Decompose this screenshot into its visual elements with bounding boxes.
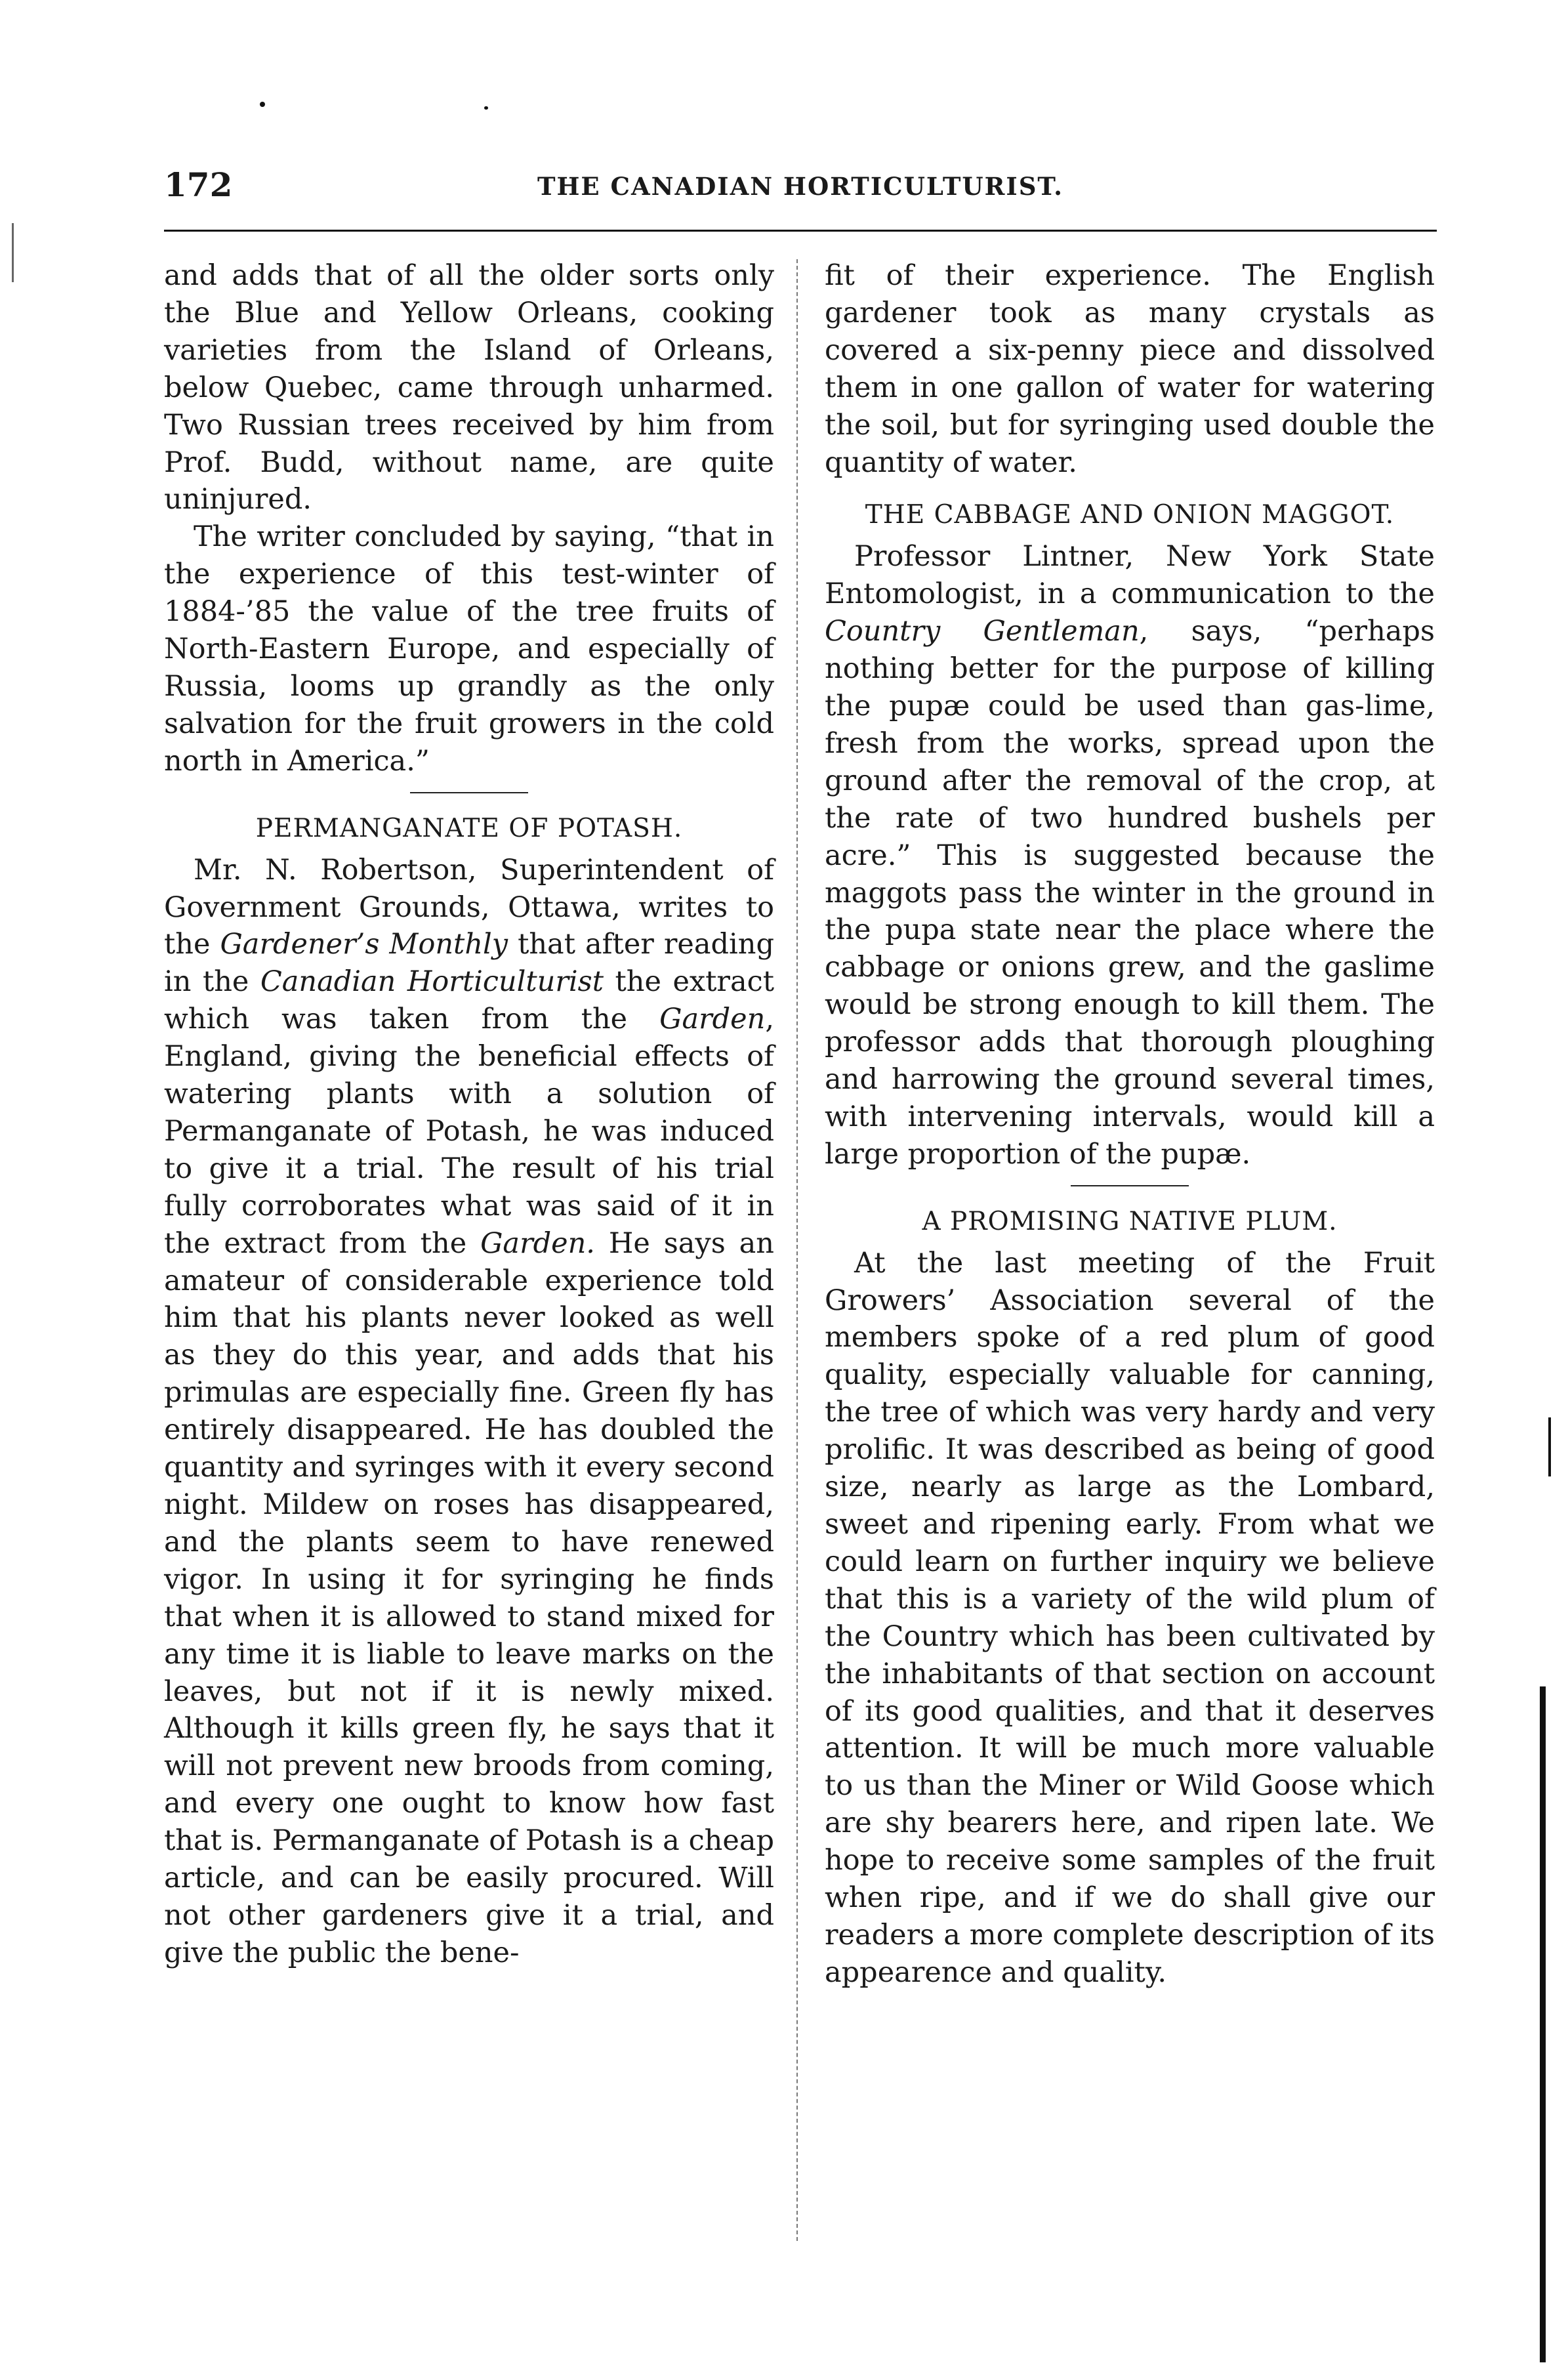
article-heading-cabbage-maggot: THE CABBAGE AND ONION MAGGOT. (865, 500, 1395, 530)
section-separator (1071, 1185, 1189, 1186)
scan-edge-mark (12, 223, 14, 282)
article-text: , says, “perhaps nothing better for the purpose of killing the pupæ could be used than gas-lime, fresh from the works, spread upon the ground after the removal of the crop, at the rate of two hundred bushels per acre.” This is suggested because the maggots pass the winter in the ground in the pupa state near the place where the cabbage or onions grew, and the gaslime would be strong enough to kill them. The professor adds that thorough ploughing and harrowing the ground several times, with intervening intervals, would kill a large proportion of the pupæ. (825, 615, 1435, 1171)
article-text: , England, giving the beneficial effects of watering plants with a solution of Permanganate of Potash, he was induced to give it a trial. The result of his trial fully corroborates what was said of it in the extract from the (164, 1003, 774, 1260)
page-number: 172 (164, 165, 233, 204)
running-title: THE CANADIAN HORTICULTURIST. (537, 172, 1064, 201)
scan-edge-mark (1540, 1686, 1546, 2362)
scan-edge-mark (1548, 1417, 1551, 1476)
article-text: the extract which was taken from the (164, 965, 774, 1036)
column-divider (796, 259, 798, 2241)
article-text: He says an amateur of considerable experience told him that his plants never looked as well as they do this year, and adds that his primulas are especially fine. Green fly has entirely disappeared. He has doubled the quantity and syringes with it every second night. Mildew on roses has disappeared, and the plants seem to have renewed vigor. In using it for syringing he finds that when it is allowed to stand mixed for any time it is liable to leave marks on the leaves, but not if it is newly mixed. Although it kills green fly, he says that it will not prevent new broods from coming, and every one ought to know how fast that is. Permanganate of Potash is a cheap article, and can be easily procured. Will not other gardeners give it a trial, and give the public the bene- (164, 1226, 774, 1969)
article-body-cabbage-maggot (825, 538, 1435, 1173)
publication-title: Gardener’s Monthly (220, 928, 508, 961)
article-text: Professor Lintner, New York State Entomologist, in a communication to the (825, 540, 1435, 611)
left-column (164, 257, 774, 1972)
scan-speck (484, 106, 488, 110)
article-body-permanganate (164, 852, 774, 1972)
left-paragraph-2: The writer concluded by saying, “that in the experience of this test-winter of 1884-’85 the value of the tree fruits of North-Eastern Europe, and especially of Russia, looms up grandly as the only salvation for the fruit growers in the cold north in America.” (164, 520, 774, 778)
article-text: that after reading in the (164, 928, 774, 999)
publication-title: Garden (659, 1003, 766, 1036)
article-text: Mr. N. Robertson, Superintendent of Government Grounds, Ottawa, writes to the (164, 853, 774, 961)
publication-title: Canadian Horticulturist (260, 965, 604, 999)
section-separator (410, 792, 528, 793)
article-heading-permanganate: PERMANGANATE OF POTASH. (255, 813, 683, 843)
publication-title: Country Gentleman (825, 615, 1140, 648)
page-header (164, 165, 1437, 218)
header-rule (164, 230, 1437, 232)
publication-title: Garden. (480, 1226, 595, 1260)
right-column (825, 257, 1435, 1992)
article-body-native-plum: At the last meeting of the Fruit Growers’ Association several of the members spoke of a red plum of good quality, especially valuable for canning, the tree of which was very hardy and very prolific. It was described as being of good size, nearly as large as the Lombard, sweet and ripening early. From what we could learn on further inquiry we believe that this is a variety of the wild plum of the Country which has been cultivated by the inhabitants of that section on account of its good qualities, and that it deserves attention. It will be much more valuable to us than the Miner or Wild Goose which are shy bearers here, and ripen late. We hope to receive some samples of the fruit when ripe, and if we do shall give our readers a more complete description of its appearence and quality. (825, 1246, 1435, 1989)
scan-speck (260, 102, 265, 107)
left-paragraph-1: and adds that of all the older sorts only the Blue and Yellow Orleans, cooking varieties from the Island of Orleans, below Quebec, came through unharmed. Two Russian trees received by him from Prof. Budd, without name, are quite uninjured. (164, 259, 774, 516)
right-continuation: fit of their experience. The English gardener took as many crystals as covered a six-penny piece and dissolved them in one gallon of water for watering the soil, but for syringing used double the quantity of water. (825, 259, 1435, 479)
article-heading-native-plum: A PROMISING NATIVE PLUM. (922, 1206, 1338, 1236)
